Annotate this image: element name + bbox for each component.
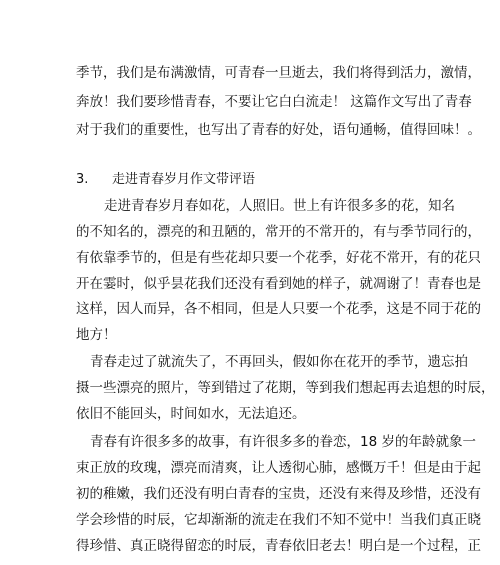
paragraph-line: 青春走过了就流失了，不再回头，假如你在花开的季节，遗忘拍 xyxy=(90,354,468,370)
paragraph-line: 走进青春岁月春如花，人照旧。世上有许很多多的花，知名 xyxy=(104,198,455,214)
paragraph-line: 初的稚嫩，我们还没有明白青春的宝贵，还没有来得及珍惜，还没有 xyxy=(76,486,481,502)
paragraph-line: 地方！ xyxy=(76,327,117,343)
intro-line: 季节，我们是布满激情，可青春一旦逝去，我们将得到活力，激情， xyxy=(76,65,481,81)
section-heading xyxy=(0,170,500,190)
paragraph-line: 摄一些漂亮的照片，等到错过了花期，等到我们想起再去追想的时辰， xyxy=(76,380,495,396)
paragraph-line: 这样，因人而异，各不相同，但是人只要一个花季，这是不同于花的 xyxy=(76,301,481,317)
section-number: 3. xyxy=(76,172,89,187)
paragraph-line: 的不知名的，漂亮的和丑陋的，常开的不常开的，有与季节同行的， xyxy=(76,224,481,240)
intro-line: 奔放！我们要珍惜青春，不要让它白白流走！ 这篇作文写出了青春 xyxy=(76,94,472,110)
paragraph-line: 得珍惜、真正晓得留恋的时辰，青春依旧老去！明白是一个过程，正 xyxy=(76,538,481,554)
paragraph-line: 学会珍惜的时辰，它却渐渐的流走在我们不知不觉中！当我们真正晓 xyxy=(76,512,481,528)
paragraph-line: 有依靠季节的，但是有些花却只要一个花季，好花不常开，有的花只 xyxy=(76,250,481,266)
paragraph-line: 依旧不能回头，时间如水，无法追还。 xyxy=(76,406,306,422)
paragraph-line: 束正放的玫瑰，漂亮而清爽，让人透彻心肺，感慨万千！但是由于起 xyxy=(76,460,481,476)
paragraph-line: 青春有许很多多的故事，有许很多多的眷恋，18 岁的年龄就象一 xyxy=(90,434,476,450)
paragraph-line: 开在霎时，似乎昙花我们还没有看到她的样子，就凋谢了！青春也是 xyxy=(76,276,481,292)
intro-line: 对于我们的重要性，也写出了青春的好处，语句通畅，值得回味！。 xyxy=(76,122,481,138)
section-title: 走进青春岁月作文带评语 xyxy=(112,172,256,187)
